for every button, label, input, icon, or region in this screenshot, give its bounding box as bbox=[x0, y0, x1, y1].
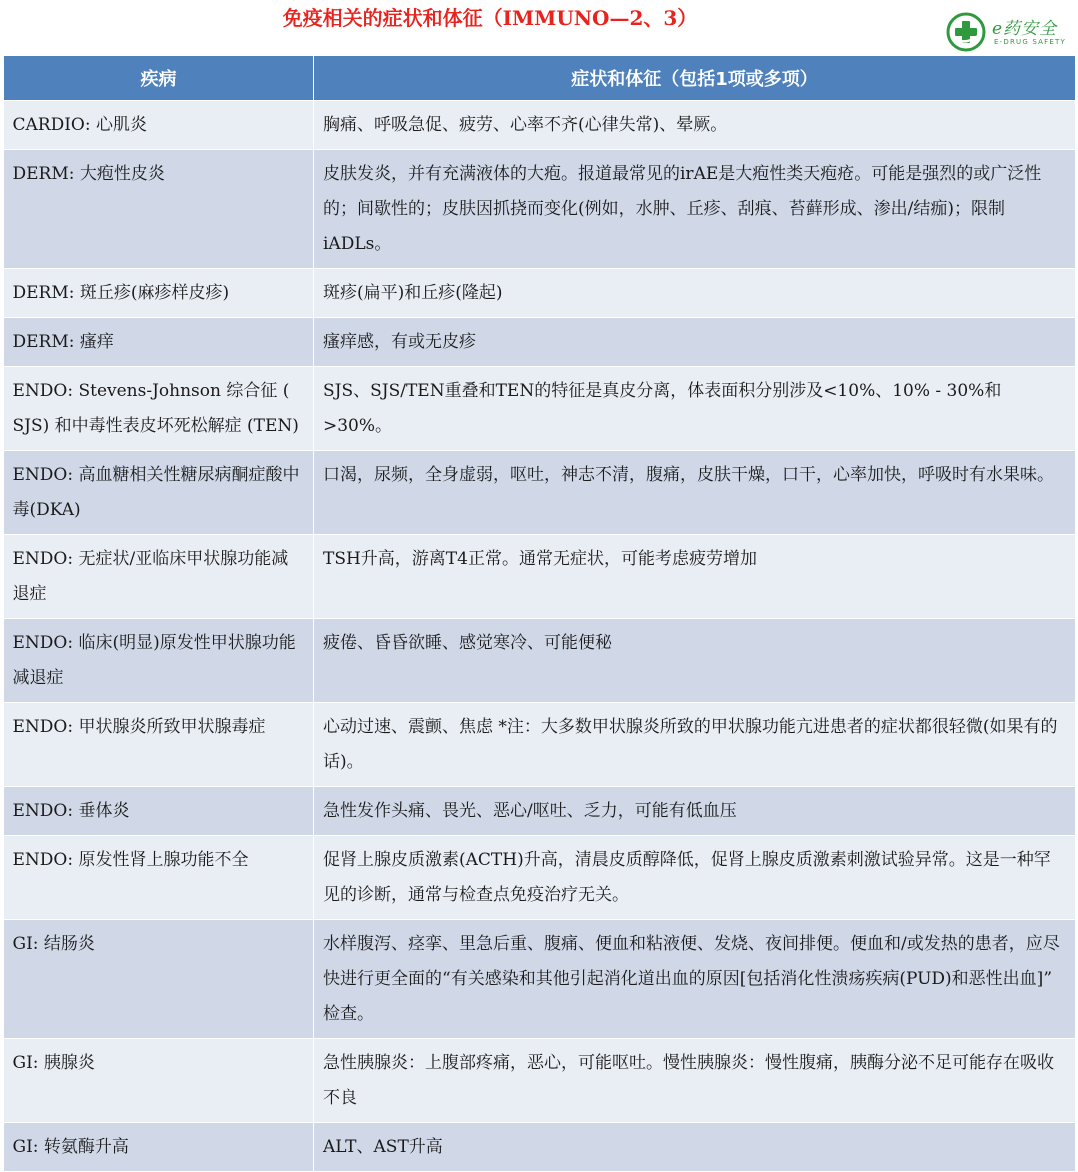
table-row bbox=[4, 451, 1076, 535]
table-row bbox=[4, 920, 1076, 1039]
table-row bbox=[4, 703, 1076, 787]
medical-cross-logo-icon bbox=[946, 12, 986, 52]
column-header-disease: 疾病 bbox=[4, 56, 314, 101]
logo-text: e药安全 bbox=[992, 19, 1058, 39]
disease-cell: DERM: 斑丘疹(麻疹样皮疹) bbox=[4, 269, 314, 318]
symptoms-cell: SJS、SJS/TEN重叠和TEN的特征是真皮分离，体表面积分别涉及<10%、10% - 30%和>30%。 bbox=[314, 367, 1076, 451]
symptoms-cell: 促肾上腺皮质激素(ACTH)升高，清晨皮质醇降低，促肾上腺皮质激素刺激试验异常。这是一种罕见的诊断，通常与检查点免疫治疗无关。 bbox=[314, 836, 1076, 920]
table-row bbox=[4, 150, 1076, 269]
table-row bbox=[4, 101, 1076, 150]
symptoms-table bbox=[3, 55, 1076, 1172]
disease-cell: DERM: 瘙痒 bbox=[4, 318, 314, 367]
symptoms-cell: 急性胰腺炎：上腹部疼痛，恶心，可能呕吐。慢性胰腺炎：慢性腹痛，胰酶分泌不足可能存在吸收不良 bbox=[314, 1039, 1076, 1123]
symptoms-cell: TSH升高，游离T4正常。通常无症状，可能考虑疲劳增加 bbox=[314, 535, 1076, 619]
disease-cell: ENDO: Stevens-Johnson 综合征 ( SJS) 和中毒性表皮坏死松解症 (TEN) bbox=[4, 367, 314, 451]
symptoms-cell: 皮肤发炎，并有充满液体的大疱。报道最常见的irAE是大疱性类天疱疮。可能是强烈的或广泛性的；间歇性的；皮肤因抓挠而变化(例如，水肿、丘疹、刮痕、苔藓形成、渗出/结痂)；限制iADLs。 bbox=[314, 150, 1076, 269]
table-row bbox=[4, 836, 1076, 920]
table-row bbox=[4, 787, 1076, 836]
symptoms-cell: 急性发作头痛、畏光、恶心/呕吐、乏力，可能有低血压 bbox=[314, 787, 1076, 836]
symptoms-cell: 水样腹泻、痉挛、里急后重、腹痛、便血和粘液便、发烧、夜间排便。便血和/或发热的患者，应尽快进行更全面的“有关感染和其他引起消化道出血的原因[包括消化性溃疡疾病(PUD)和恶性出血]” 检查。 bbox=[314, 920, 1076, 1039]
logo-subtext: E-DRUG SAFETY bbox=[994, 38, 1066, 46]
symptoms-cell: ALT、AST升高 bbox=[314, 1123, 1076, 1172]
disease-cell: ENDO: 原发性肾上腺功能不全 bbox=[4, 836, 314, 920]
table-row bbox=[4, 1123, 1076, 1172]
disease-cell: ENDO: 高血糖相关性糖尿病酮症酸中毒(DKA) bbox=[4, 451, 314, 535]
symptoms-cell: 口渴，尿频，全身虚弱，呕吐，神志不清，腹痛，皮肤干燥，口干，心率加快，呼吸时有水果味。 bbox=[314, 451, 1076, 535]
disease-cell: ENDO: 垂体炎 bbox=[4, 787, 314, 836]
disease-cell: GI: 转氨酶升高 bbox=[4, 1123, 314, 1172]
column-header-symptoms: 症状和体征（包括1项或多项） bbox=[314, 56, 1076, 101]
symptoms-cell: 斑疹(扁平)和丘疹(隆起) bbox=[314, 269, 1076, 318]
table-body bbox=[4, 101, 1076, 1172]
disease-cell: GI: 结肠炎 bbox=[4, 920, 314, 1039]
logo bbox=[944, 10, 1078, 56]
symptoms-cell: 胸痛、呼吸急促、疲劳、心率不齐(心律失常)、晕厥。 bbox=[314, 101, 1076, 150]
symptoms-cell: 心动过速、震颤、焦虑 *注：大多数甲状腺炎所致的甲状腺功能亢进患者的症状都很轻微(如果有的话)。 bbox=[314, 703, 1076, 787]
table-row bbox=[4, 1039, 1076, 1123]
disease-cell: CARDIO: 心肌炎 bbox=[4, 101, 314, 150]
symptoms-cell: 瘙痒感，有或无皮疹 bbox=[314, 318, 1076, 367]
disease-cell: ENDO: 临床(明显)原发性甲状腺功能减退症 bbox=[4, 619, 314, 703]
table-row bbox=[4, 269, 1076, 318]
disease-cell: ENDO: 无症状/亚临床甲状腺功能减退症 bbox=[4, 535, 314, 619]
table-row bbox=[4, 535, 1076, 619]
page-title: 免疫相关的症状和体征（IMMUNO—2、3） bbox=[282, 6, 698, 30]
table-row bbox=[4, 318, 1076, 367]
disease-cell: DERM: 大疱性皮炎 bbox=[4, 150, 314, 269]
disease-cell: GI: 胰腺炎 bbox=[4, 1039, 314, 1123]
table-header-row bbox=[4, 56, 1076, 101]
disease-cell: ENDO: 甲状腺炎所致甲状腺毒症 bbox=[4, 703, 314, 787]
table-row bbox=[4, 619, 1076, 703]
table-row bbox=[4, 367, 1076, 451]
symptoms-cell: 疲倦、昏昏欲睡、感觉寒冷、可能便秘 bbox=[314, 619, 1076, 703]
